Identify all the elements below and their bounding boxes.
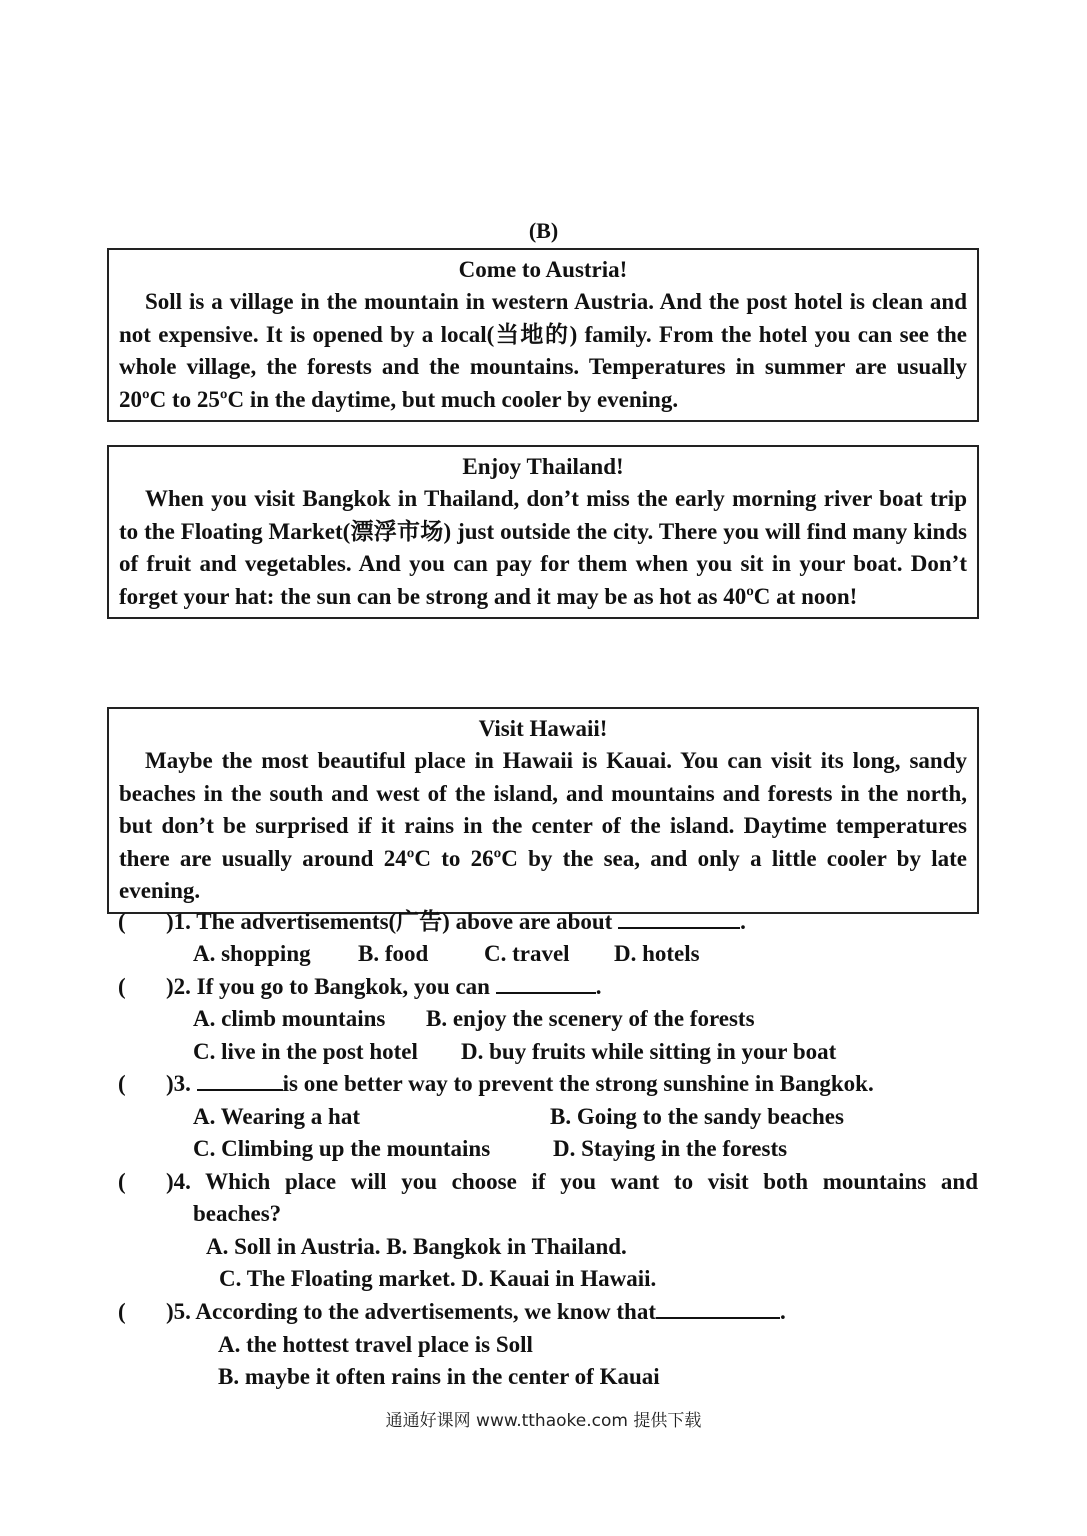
answer-blank[interactable] — [656, 1297, 780, 1319]
option-c[interactable]: C. travel — [484, 941, 570, 966]
ad-body: When you visit Bangkok in Thailand, don’t miss the early morning river boat trip to the Floating Market(漂浮市场) just outside the city. There you will find many kinds of fruit and vegetables. And you can pay for them when you sit in your boat. Don’t forget your hat: the sun can be strong and it may be as hot as 40ºC at noon! — [119, 486, 967, 609]
ad-body: Maybe the most beautiful place in Hawaii is Kauai. You can visit its long, sandy beaches in the south and west of the island, and mountains and forests in the north, but don’t be surprised if it rains in the center of the island. Daytime temperatures there are usually around 24ºC to 26ºC by the sea, and only a little cooler by late evening. — [119, 748, 967, 903]
ad-title: Enjoy Thailand! — [462, 454, 624, 479]
option-b[interactable]: B. enjoy the scenery of the forests — [426, 1006, 755, 1031]
option-c[interactable]: C. live in the post hotel — [193, 1039, 418, 1064]
option-b[interactable]: B. Bangkok in Thailand. — [386, 1234, 627, 1259]
answer-paren[interactable]: ( — [118, 1071, 126, 1096]
option-b[interactable]: B. Going to the sandy beaches — [550, 1104, 844, 1129]
question-5-option-b-row — [218, 1361, 660, 1394]
ad-hawaii — [107, 707, 979, 914]
question-stem: )3. — [166, 1071, 197, 1096]
option-a[interactable]: A. shopping — [193, 941, 311, 966]
option-a[interactable]: A. Soll in Austria. — [206, 1234, 381, 1259]
ad-body: Soll is a village in the mountain in western Austria. And the post hotel is clean and not expensive. It is opened by a local(当地的) family. From the hotel you can see the whole village, the forests and the mountains. Temperatures in summer are usually 20ºC to 25ºC in the daytime, but much cooler by evening. — [119, 289, 967, 412]
question-stem: )1. The advertisements(广告) above are about — [166, 909, 619, 934]
question-4-stem-continued: beaches? — [193, 1201, 282, 1226]
option-a[interactable]: A. climb mountains — [193, 1006, 386, 1031]
question-2-options-row-2 — [193, 1036, 836, 1069]
answer-paren[interactable]: ( — [118, 974, 126, 999]
question-stem-end: is one better way to prevent the strong sunshine in Bangkok. — [282, 1071, 874, 1096]
option-c[interactable]: C. Climbing up the mountains — [193, 1136, 491, 1161]
question-4 — [118, 1166, 978, 1199]
ad-title: Visit Hawaii! — [478, 716, 608, 741]
question-stem-end: . — [779, 1299, 786, 1324]
option-d[interactable]: D. buy fruits while sitting in your boat — [461, 1039, 837, 1064]
question-5 — [118, 1296, 978, 1329]
section-label: (B) — [528, 218, 559, 243]
question-4-options-row-2 — [219, 1263, 656, 1296]
answer-blank[interactable] — [618, 907, 740, 929]
option-c[interactable]: C. The Floating market. — [219, 1266, 456, 1291]
option-a[interactable]: A. the hottest travel place is Soll — [218, 1332, 533, 1357]
question-3 — [118, 1068, 978, 1101]
ad-austria — [107, 248, 979, 422]
question-5-option-a-row — [218, 1329, 533, 1362]
option-b[interactable]: B. food — [358, 941, 429, 966]
ad-title: Come to Austria! — [458, 257, 628, 282]
option-d[interactable]: D. Kauai in Hawaii. — [461, 1266, 657, 1291]
question-3-options-row-1 — [193, 1101, 844, 1134]
question-2 — [118, 971, 978, 1004]
option-d[interactable]: D. Staying in the forests — [553, 1136, 788, 1161]
answer-blank[interactable] — [496, 972, 596, 994]
question-stem-end: . — [595, 974, 602, 999]
option-b[interactable]: B. maybe it often rains in the center of Kauai — [218, 1364, 660, 1389]
question-4-options-row-1 — [206, 1231, 627, 1264]
option-a[interactable]: A. Wearing a hat — [193, 1104, 360, 1129]
answer-blank[interactable] — [197, 1069, 283, 1091]
answer-paren[interactable]: ( — [118, 1169, 126, 1194]
ad-thailand — [107, 445, 979, 619]
option-d[interactable]: D. hotels — [614, 941, 700, 966]
question-2-options-row-1 — [193, 1003, 755, 1036]
question-stem: )2. If you go to Bangkok, you can — [166, 974, 496, 999]
question-stem-end: . — [740, 909, 746, 934]
answer-paren[interactable]: ( — [118, 909, 126, 934]
footer-source: 通通好课网 www.tthaoke.com 提供下载 — [385, 1411, 702, 1431]
answer-paren[interactable]: ( — [118, 1299, 126, 1324]
question-stem: )5. According to the advertisements, we know that — [166, 1299, 656, 1324]
question-stem: )4. Which place will you choose if you want to visit both mountains and — [166, 1169, 978, 1194]
question-3-options-row-2 — [193, 1133, 787, 1166]
question-1 — [118, 906, 978, 939]
question-1-options — [193, 938, 700, 971]
